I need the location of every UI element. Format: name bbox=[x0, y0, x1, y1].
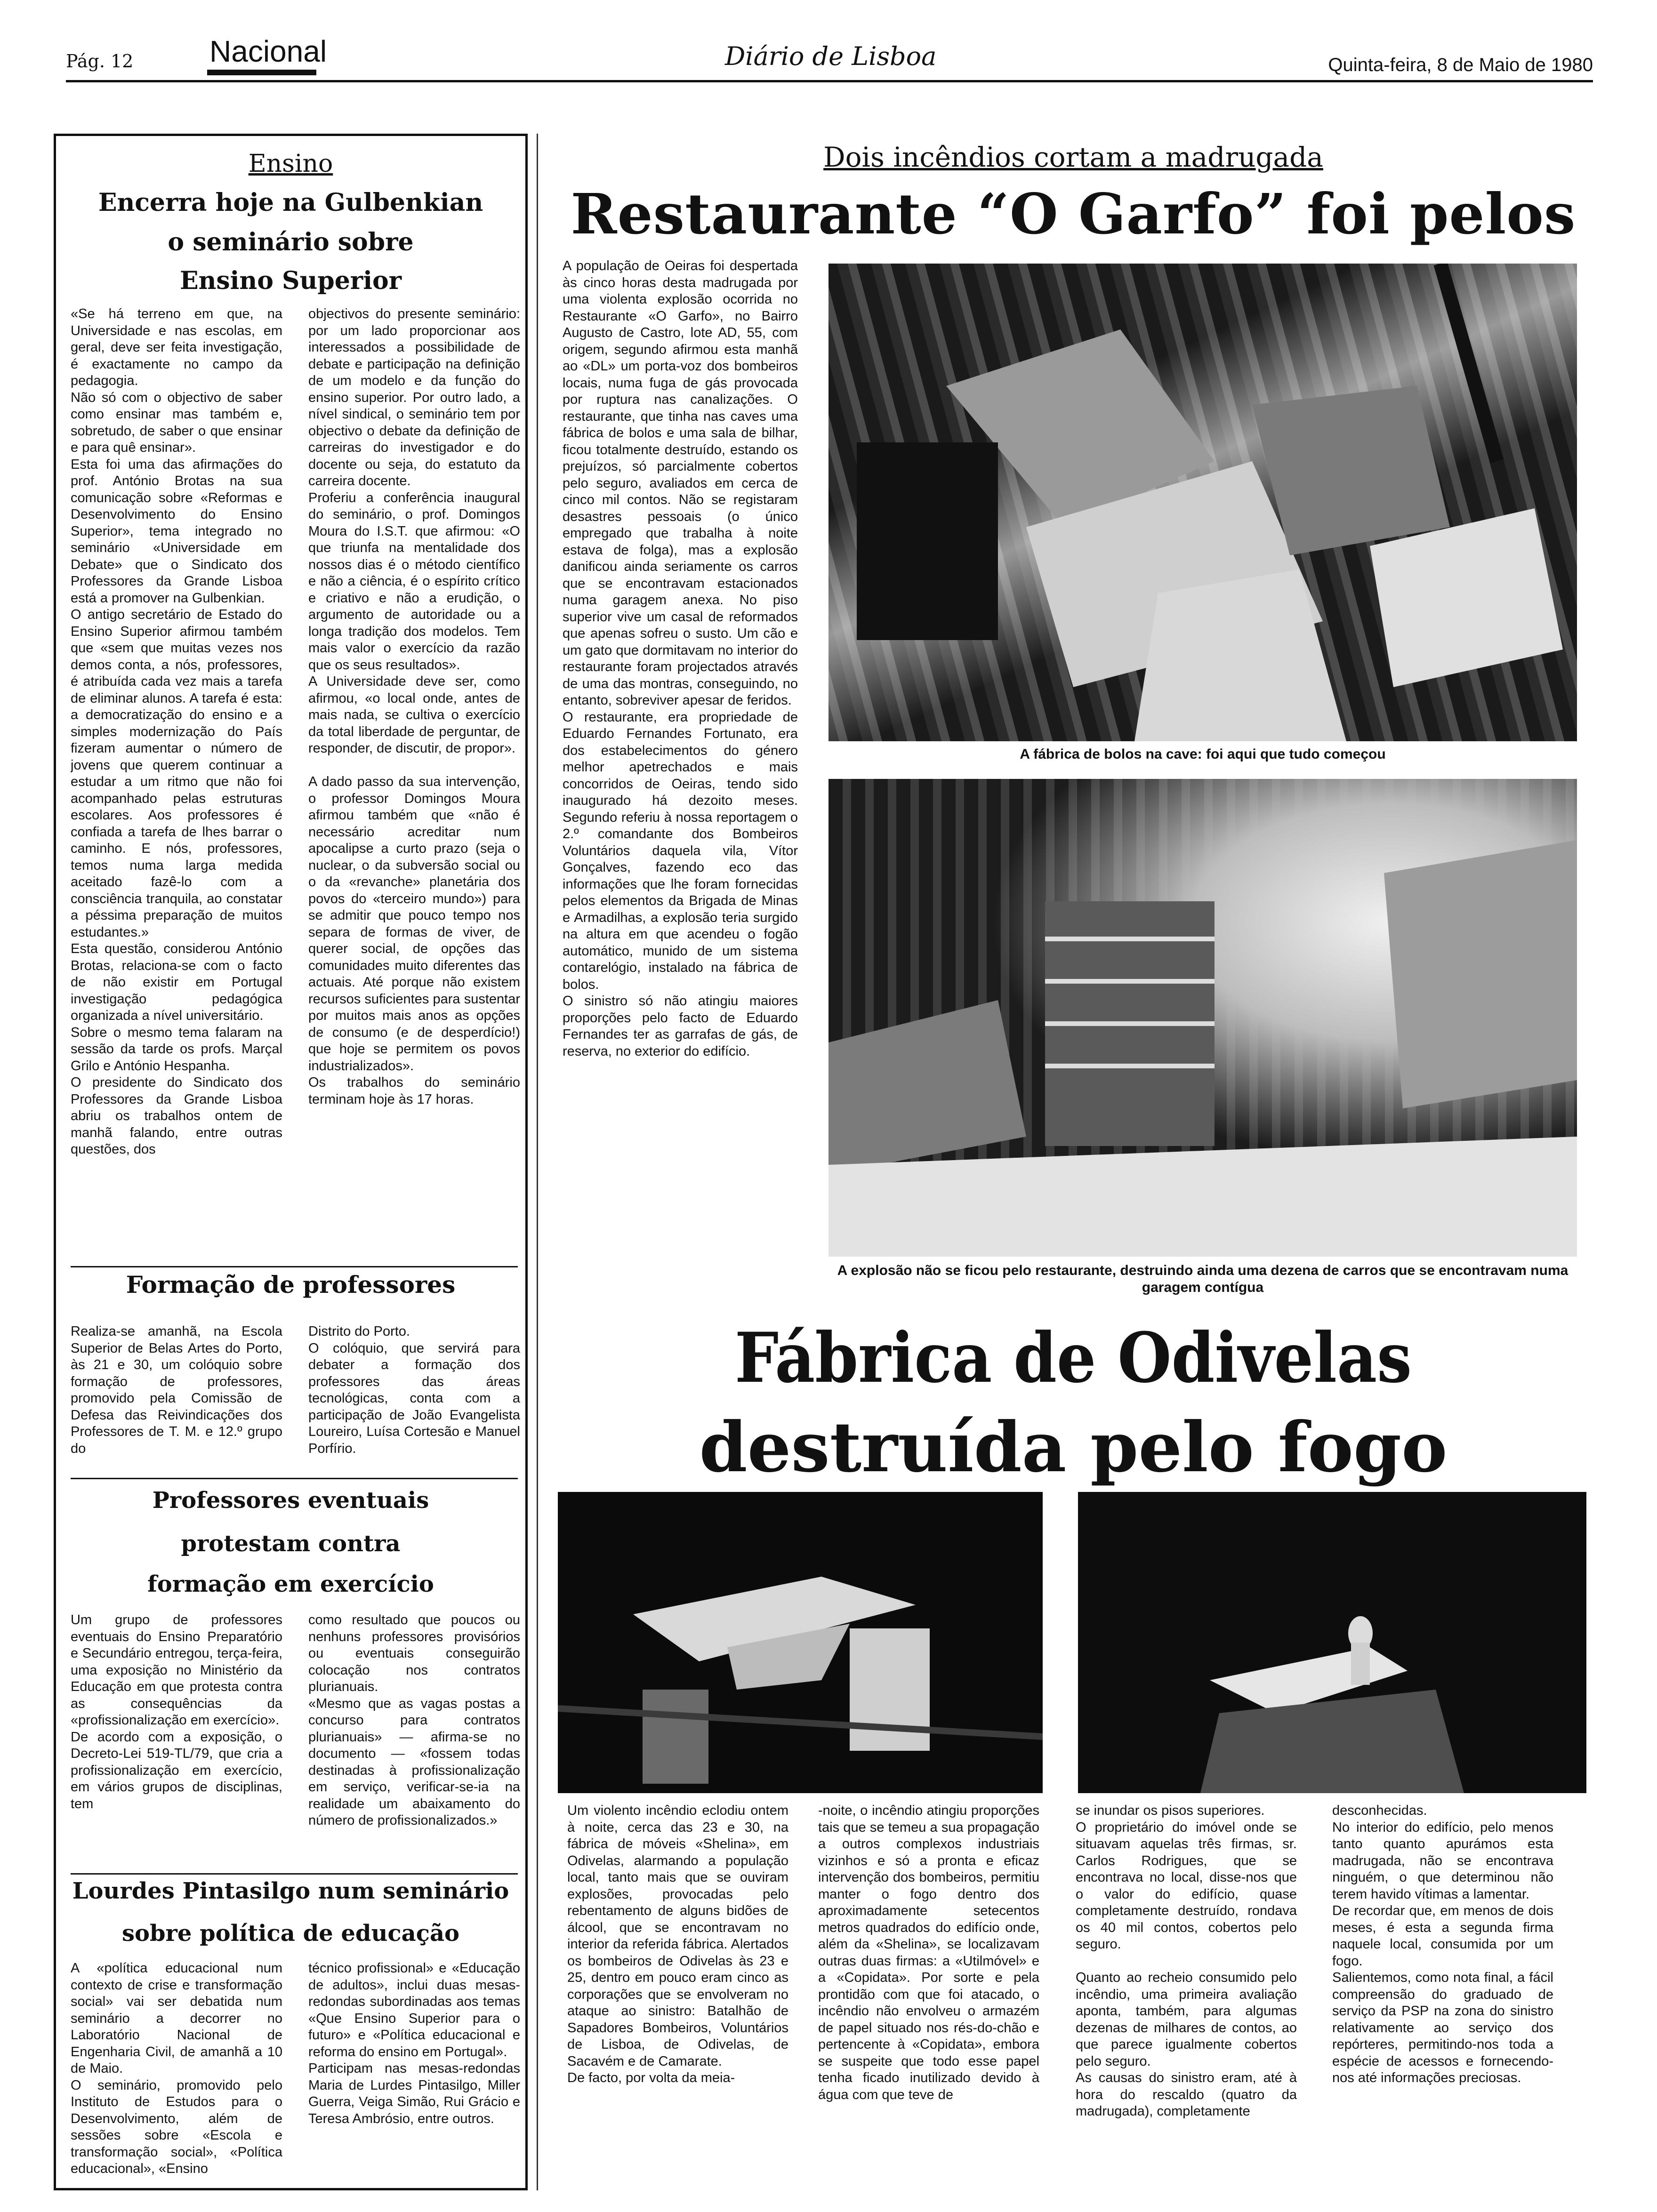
ensino-body-col1: «Se há terreno em que, na Universidade e nas escolas, em geral, deve ser feita investigação, é exactamente no campo da pedagogia. Não só com o objectivo de saber como ensinar mas também e, sobretudo, de saber o que ensinar e para quê ensinar». Esta foi uma das afirmações do prof. António Brotas na sua comunicação sobre «Reformas e Desenvolvimento do Ensino Superior», tema integrado no seminário «Universidade em Debate» que o Sindicato dos Professores da Grande Lisboa está a promover na Gulbenkian. O antigo secretário de Estado do Ensino Superior afirmou também que «sem que muitas vezes nos demos conta, a nós, professores, é atribuída cada vez mais a tarefa de eliminar alunos. A tarefa é esta: a democratização do ensino e a simples modernização do País fizeram aumentar o número de jovens que querem continuar a estudar a um ritmo que não foi acompanhado pelas estruturas escolares. Aos professores é confiada a tarefa de lhes barrar o caminho. E nós, professores, temos numa larga medida aceitado fazê-lo com a consciência tranquila, ao constatar a péssima preparação de muitos estudantes.» Esta questão, considerou António Brotas, relaciona-se com o facto de não existir em Portugal investigação pedagógica organizada a nível universitário. Sobre o mesmo tema falaram na sessão da tarde os profs. Marçal Grilo e António Hespanha. O presidente do Sindicato dos Professores da Grande Lisboa abriu os trabalhos ontem de manhã falando, entre outras questões, dos bbox=[71, 306, 282, 1157]
eventuais-body-col1: Um grupo de professores eventuais do Ensino Preparatório e Secundário entregou, terça-feira, uma exposição no Ministério da Educação em que protesta contra as consequências da «profissionalização em exercício». De acordo com a exposição, o Decreto-Lei 519-TL/79, que cria a profissionalização em exercício, em vários grupos de disciplinas, tem bbox=[71, 1612, 282, 1811]
page-number: Pág. 12 bbox=[66, 51, 134, 72]
ensino-title-2: o seminário sobre bbox=[168, 228, 414, 256]
ensino-title-3: Ensino Superior bbox=[179, 266, 402, 295]
ensino-body-col2: objectivos do presente seminário: por um lado proporcionar aos interessados a possibilidade de debate e participação na definição de um modelo e da função do ensino superior. Por outro lado, a nível sindical, o seminário tem por objectivo o debate da definição de carreiras do investigador e do docente ou seja, do estatuto da carreira docente. Proferiu a conferência inaugural do seminário, o prof. Domingos Moura do I.S.T. que afirmou: «O que triunfa na mentalidade dos nossos dias é o método científico e não a ciência, é o espírito crítico e criativo e não a erudição, o argumento de autoridade ou a longa tradição dos modelos. Tem mais valor o exercício da razão que os seus resultados». A Universidade deve ser, como afirmou, «o local onde, antes de mais nada, se cultiva o exercício da total liberdade de perguntar, de responder, de discutir, de propor». A dado passo da sua intervenção, o professor Domingos Moura afirmou também que «não é necessário acreditar num apocalipse a curto prazo (seja o nuclear, o da subversão social ou o da «revanche» planetária dos povos do «terceiro mundo») para se admitir que pouco tempo nos separa de formas de viver, de querer social, de opções das comunidades muito diferentes das actuais. Até porque não existem recursos suficientes para sustentar por muitos mais anos as opções de consumo (e de desperdício!) que hoje se permitem os povos industrializados». Os trabalhos do seminário terminam hoje às 17 horas. bbox=[308, 306, 520, 1107]
ensino-title-1: Encerra hoje na Gulbenkian bbox=[98, 188, 483, 217]
odivelas-photo-fire bbox=[558, 1492, 1043, 1793]
odivelas-title-1: Fábrica de Odivelas bbox=[734, 1318, 1412, 1398]
garfo-kicker: Dois incêndios cortam a madrugada bbox=[823, 141, 1323, 173]
odivelas-body-col4: desconhecidas. No interior do edifício, pelo menos tanto quanto apurámos esta madrugada, não se encontrava ninguém, o que determinou não terem havido vítimas a lamentar. De recordar que, em menos de dois meses, é esta a segunda firma naquele local, consumida por um fogo. Salientemos, como nota final, a fácil compreensão do graduado de serviço da PSP na zona do sinistro relativamente ao serviço dos repórteres, permitindo-nos toda a espécie de acessos e fornecendo-nos até informações preciosas. bbox=[1332, 1803, 1553, 2085]
odivelas-body-col1: Um violento incêndio eclodiu ontem à noite, cerca das 23 e 30, na fábrica de móveis «Shelina», em Odivelas, alarmando a população local, tanto mais que se ouviram explosões, provocadas pelo rebentamento de alguns bidões de álcool, que se encontravam no interior da referida fábrica. Alertados os bombeiros de Odivelas às 23 e 25, dentro em pouco eram cinco as corporações que se envolveram no ataque ao sinistro: Batalhão de Sapadores Bombeiros, Voluntários de Lisboa, de Odivelas, de Sacavém e de Camarate. De facto, por volta da meia- bbox=[567, 1803, 788, 2085]
rule bbox=[71, 1873, 518, 1875]
garfo-photo-bakery bbox=[828, 264, 1577, 741]
pintasilgo-title-2: sobre política de educação bbox=[121, 1920, 460, 1947]
odivelas-body-col3: se inundar os pisos superiores. O proprietário do imóvel onde se situavam aquelas três firmas, sr. Carlos Rodrigues, que se encontrava no local, disse-nos que o valor do edifício, quase completamente destruído, rondava os 40 mil contos, cobertos pelo seguro. Quanto ao recheio consumido pelo incêndio, uma primeira avaliação aponta, também, para algumas dezenas de milhares de contos, ao que parece igualmente cobertos pelo seguro. As causas do sinistro eram, até à hora do rescaldo (quatro da madrugada), completamente bbox=[1076, 1803, 1297, 2119]
masthead: Diário de Lisboa bbox=[725, 41, 937, 71]
rule bbox=[71, 1478, 518, 1479]
garfo-title: Restaurante “O Garfo” foi pelos bbox=[571, 181, 1576, 247]
garfo-body: A população de Oeiras foi despertada às cinco horas desta madrugada por uma violenta explosão ocorrida no Restaurante «O Garfo», no Bairro Augusto de Castro, lote AD, 55, com origem, segundo afirmou esta manhã ao «DL» um porta-voz dos bombeiros locais, numa fuga de gás provocada por ruptura nas canalizações. O restaurante, que tinha nas caves uma fábrica de bolos e uma sala de bilhar, ficou totalmente destruído, estando os prejuízos, só parcialmente cobertos pelo seguro, avaliados em cerca de cinco mil contos. Não se registaram desastres pessoais (o único empregado que trabalha à noite estava de folga), mas a explosão danificou ainda seriamente os carros que se encontravam estacionados numa garagem anexa. No piso superior vive um casal de reformados que apenas sofreu o susto. Um cão e um gato que dormitavam no interior do restaurante foram projectados através de uma das montras, conseguindo, no entanto, sobreviver apesar de feridos. O restaurante, era propriedade de Eduardo Fernandes Fortunato, era dos estabelecimentos do género melhor apetrechados e mais concorridos de Oeiras, tendo sido inaugurado há dezoito meses. Segundo referiu à nossa reportagem o 2.º comandante dos Bombeiros Voluntários daquela vila, Vítor Gonçalves, fazendo eco das informações que lhe foram fornecidas pelos elementos da Brigada de Minas e Armadilhas, a explosão teria surgido na altura em que acendeu o fogão automático, munido de um sistema contarelógio, instalado na fábrica de bolos. O sinistro só não atingiu maiores proporções pelo facto de Eduardo Fernandes ter as garrafas de gás, de reserva, no exterior do edifício. bbox=[563, 258, 798, 1059]
odivelas-photo-ruins bbox=[1078, 1492, 1586, 1793]
garfo-photo-garage bbox=[828, 779, 1577, 1257]
section-title: Nacional bbox=[209, 34, 327, 68]
formacao-body-col1: Realiza-se amanhã, na Escola Superior de Belas Artes do Porto, às 21 e 30, um colóquio sobre formação de professores, promovido pela Comissão de Defesa das Reivindicações dos Professores de T. M. e 12.º grupo do bbox=[71, 1324, 282, 1456]
pintasilgo-body-col2: técnico profissional» e «Educação de adultos», inclui duas mesas-redondas subordinadas aos temas «Que Ensino Superior para o futuro» e «Política educacional e reforma do ensino em Portugal». Participam nas mesas-redondas Maria de Lurdes Pintasilgo, Miller Guerra, Veiga Simão, Rui Grácio e Teresa Ambrósio, entre outros. bbox=[308, 1961, 520, 2126]
eventuais-body-col2: como resultado que poucos ou nenhuns professores provisórios ou eventuais conseguirão colocação nos contratos plurianuais. «Mesmo que as vagas postas a concurso para contratos plurianuais» — afirma-se no documento — «fossem todas destinadas à profissionalização em serviço, verificar-se-ia na realidade um abaixamento do número de profissionalizados.» bbox=[308, 1612, 520, 1828]
odivelas-title-2: destruída pelo fogo bbox=[699, 1407, 1448, 1488]
eventuais-title-3: formação em exercício bbox=[147, 1571, 434, 1597]
left-column-divider bbox=[537, 134, 538, 2190]
pintasilgo-title-1: Lourdes Pintasilgo num seminário bbox=[72, 1878, 509, 1904]
pintasilgo-body-col1: A «política educacional num contexto de crise e transformação social» vai ser debatida num seminário a decorrer no Laboratório Nacional de Engenharia Civil, de amanhã a 10 de Maio. O seminário, promovido pelo Instituto de Estudos para o Desenvolvimento, além de sessões sobre «Escola e transformação social», «Política educacional», «Ensino bbox=[71, 1961, 282, 2176]
formacao-body-col2: Distrito do Porto. O colóquio, que servirá para debater a formação dos professores das áreas tecnológicas, conta com a participação de João Evangelista Loureiro, Luísa Cortesão e Manuel Porfírio. bbox=[308, 1324, 520, 1456]
ensino-kicker: Ensino bbox=[248, 150, 333, 178]
eventuais-title-1: Professores eventuais bbox=[152, 1487, 429, 1514]
rule bbox=[71, 1266, 518, 1267]
section-underline bbox=[207, 70, 316, 75]
date-line: Quinta-feira, 8 de Maio de 1980 bbox=[1328, 55, 1593, 75]
odivelas-body-col2: -noite, o incêndio atingiu proporções tais que se temeu a sua propagação a outros complexos industriais vizinhos e só a pronta e eficaz intervenção dos bombeiros, permitiu manter o fogo dentro dos aproximadamente setecentos metros quadrados do edifício onde, além da «Shelina», se localizavam outras duas firmas: a «Utilmóvel» e a «Copidata». Por sorte e pela prontidão com que foi atacado, o incêndio não envolveu o armazém de papel situado nos rés-do-chão e pertencente à «Copidata», embora se suspeite que todo esse papel tenha ficado inutilizado devido à água com que teve de bbox=[818, 1803, 1039, 2102]
header-rule bbox=[66, 80, 1593, 82]
formacao-title: Formação de professores bbox=[126, 1271, 456, 1298]
garfo-caption-2: A explosão não se ficou pelo restaurante, destruindo ainda uma dezena de carros que se encontravam numa garagem contígua bbox=[837, 1263, 1569, 1295]
garfo-caption-1: A fábrica de bolos na cave: foi aqui que tudo começou bbox=[1020, 746, 1386, 762]
eventuais-title-2: protestam contra bbox=[181, 1531, 401, 1557]
